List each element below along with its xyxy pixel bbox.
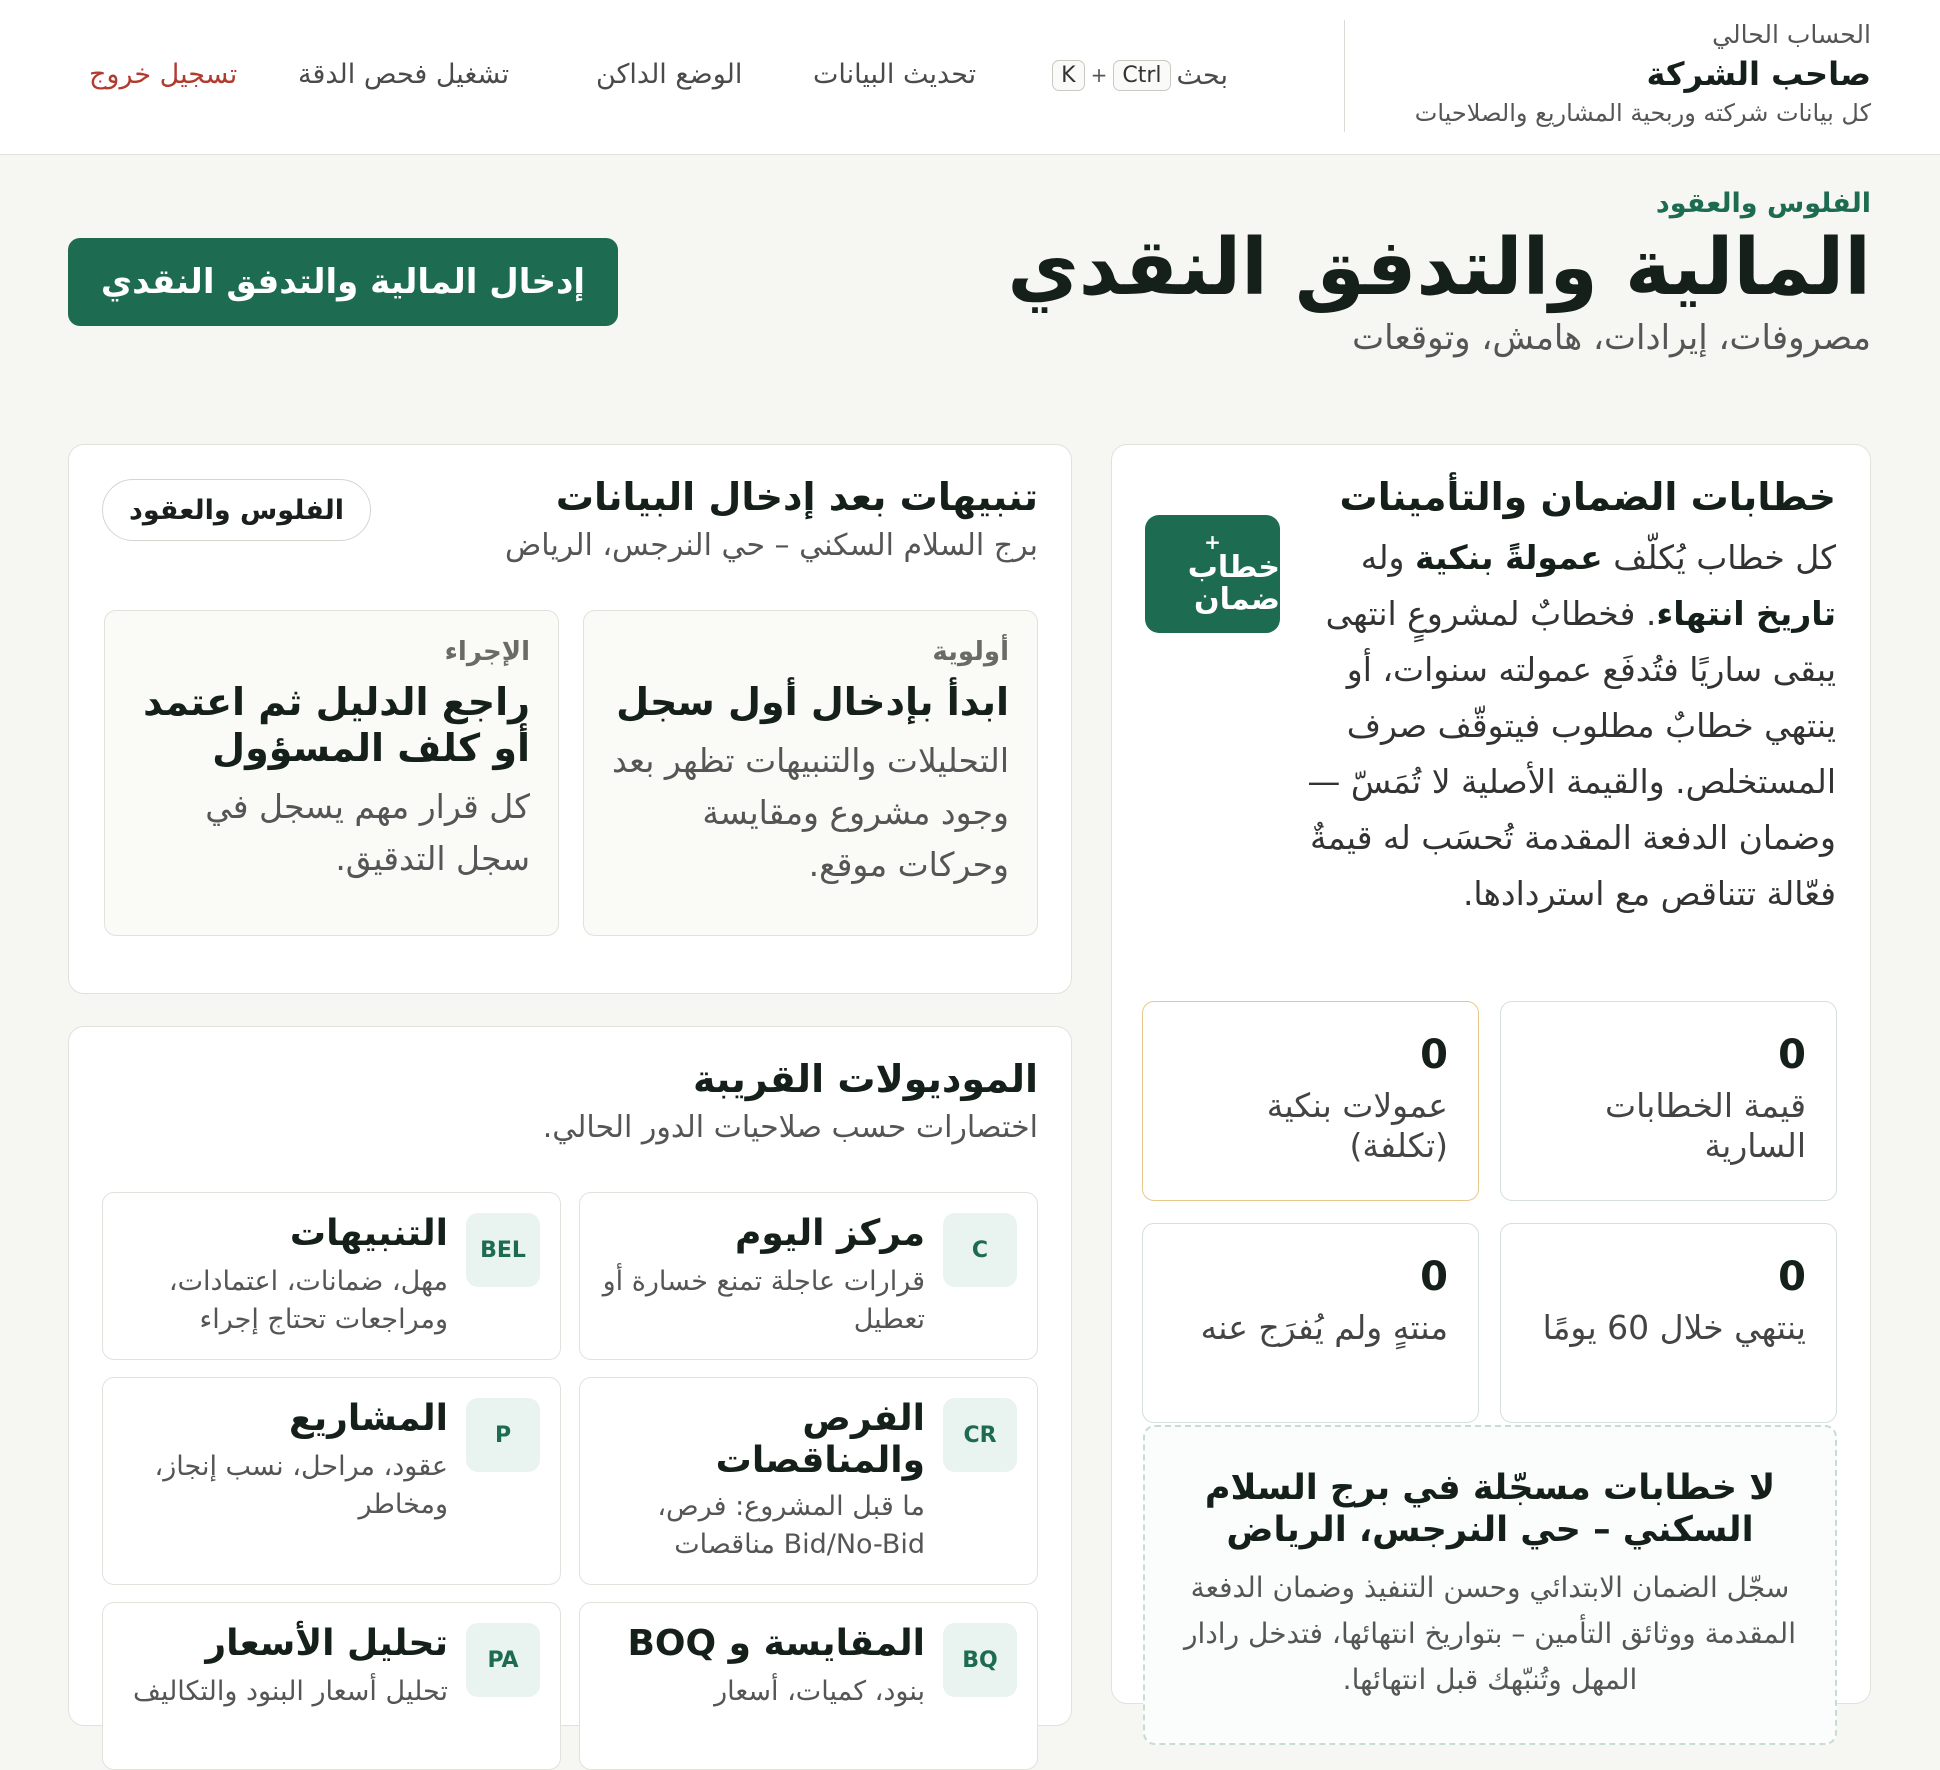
- section-eyebrow: الفلوس والعقود: [1655, 188, 1871, 219]
- section-chip[interactable]: الفلوس والعقود: [102, 479, 371, 541]
- shortcut-plus: +: [1090, 63, 1108, 87]
- account-description: كل بيانات شركته وربحية المشاريع والصلاحيات: [1414, 99, 1871, 127]
- dark-mode-button[interactable]: الوضع الداكن: [596, 59, 743, 90]
- stat-label: عمولات بنكية (تكلفة): [1266, 1086, 1448, 1165]
- module-today-center[interactable]: [579, 1192, 1038, 1360]
- alert-heading: ابدأ بإدخال أول سجل: [616, 680, 1009, 724]
- nearby-modules-card: [68, 1026, 1072, 1726]
- module-opportunities[interactable]: [579, 1377, 1038, 1585]
- alert-action-box: [104, 610, 559, 936]
- module-badge: CR: [943, 1398, 1017, 1472]
- stat-value: 0: [1778, 1254, 1806, 1300]
- logout-button[interactable]: تسجيل خروج: [89, 59, 238, 90]
- alert-description: التحليلات والتنبيهات تظهر بعد وجود مشروع ومقايسة وحركات موقع.: [611, 741, 1009, 884]
- module-title: المقايسة و BOQ: [627, 1623, 925, 1664]
- module-description: مهل، ضمانات، اعتمادات، ومراجعات تحتاج إجراء: [168, 1266, 448, 1335]
- stat-bank-commissions: [1142, 1001, 1479, 1201]
- alerts-subtitle: برج السلام السكني – حي النرجس، الرياض: [505, 528, 1038, 563]
- search-button[interactable]: [1038, 52, 1228, 98]
- refresh-data-button[interactable]: تحديث البيانات: [813, 59, 977, 90]
- search-label: بحث: [1176, 59, 1228, 91]
- modules-title: الموديولات القريبة: [692, 1057, 1038, 1101]
- module-badge: BQ: [943, 1623, 1017, 1697]
- alert-description: كل قرار مهم يسجل في سجل التدقيق.: [205, 787, 530, 878]
- stat-expiring-60-days: [1500, 1223, 1837, 1423]
- alert-kicker: أولوية: [932, 637, 1009, 667]
- module-description: تحليل أسعار البنود والتكاليف: [132, 1676, 448, 1707]
- modules-subtitle: اختصارات حسب صلاحيات الدور الحالي.: [542, 1110, 1038, 1145]
- run-accuracy-check-button[interactable]: تشغيل فحص الدقة: [298, 59, 510, 90]
- account-label: الحساب الحالي: [1712, 20, 1871, 49]
- alerts-card: [68, 444, 1072, 994]
- alert-heading: راجع الدليل ثم اعتمد أو كلف المسؤول: [143, 680, 530, 770]
- stat-label: ينتهي خلال 60 يومًا: [1542, 1308, 1806, 1347]
- stat-expired-not-released: [1142, 1223, 1479, 1423]
- module-alerts[interactable]: [102, 1192, 561, 1360]
- add-guarantee-label: خطاب ضمان: [1187, 550, 1280, 617]
- alerts-title: تنبيهات بعد إدخال البيانات: [555, 475, 1038, 519]
- module-badge: BEL: [466, 1213, 540, 1287]
- account-info: [1271, 18, 1871, 130]
- stat-value: 0: [1778, 1032, 1806, 1078]
- module-title: المشاريع: [289, 1398, 448, 1439]
- module-badge: C: [943, 1213, 1017, 1287]
- stat-active-value: [1500, 1001, 1837, 1201]
- top-bar: [0, 0, 1940, 155]
- guarantees-explanation: كل خطاب يُكلّف عمولةً بنكية وله تاريخ انتهاء. فخطابٌ لمشروعٍ انتهى يبقى ساريًا فتُدفَع عمولته سنوات، أو ينتهي خطابٌ مطلوب فيتوقّف صرف المستخلص. والقيمة الأصلية لا تُمَسّ — وضمان الدفعة المقدمة تُحسَب له قيمةٌ فعّالة تتناقص مع استردادها.: [1307, 538, 1836, 913]
- module-badge: PA: [466, 1623, 540, 1697]
- alert-priority-box: [583, 610, 1038, 936]
- module-title: الفرص والمناقصات: [715, 1398, 925, 1481]
- module-description: ما قبل المشروع: فرص، Bid/No-Bid مناقصات: [657, 1491, 925, 1560]
- alert-kicker: الإجراء: [444, 637, 530, 667]
- account-name: صاحب الشركة: [1646, 55, 1871, 93]
- stat-label: منتهٍ ولم يُفرَج عنه: [1200, 1308, 1448, 1347]
- stat-value: 0: [1420, 1032, 1448, 1078]
- page-title: المالية والتدفق النقدي: [1007, 223, 1871, 313]
- empty-state-title: لا خطابات مسجّلة في برج السلام السكني – حي النرجس، الرياض: [1204, 1468, 1776, 1550]
- module-badge: P: [466, 1398, 540, 1472]
- stat-label: قيمة الخطابات السارية: [1605, 1086, 1806, 1165]
- enter-finance-button[interactable]: إدخال المالية والتدفق النقدي: [68, 238, 618, 326]
- shortcut-key-k: K: [1052, 60, 1084, 91]
- stat-value: 0: [1420, 1254, 1448, 1300]
- guarantees-card: [1111, 444, 1871, 1704]
- module-description: قرارات عاجلة تمنع خسارة أو تعطيل: [602, 1266, 925, 1335]
- module-boq[interactable]: [579, 1602, 1038, 1770]
- module-title: تحليل الأسعار: [205, 1623, 448, 1664]
- add-guarantee-button[interactable]: [1145, 515, 1280, 633]
- module-title: التنبيهات: [289, 1213, 448, 1254]
- module-price-analysis[interactable]: [102, 1602, 561, 1770]
- shortcut-key-ctrl: Ctrl: [1113, 60, 1170, 91]
- guarantees-title: خطابات الضمان والتأمينات: [1339, 475, 1836, 519]
- module-projects[interactable]: [102, 1377, 561, 1585]
- empty-state-description: سجّل الضمان الابتدائي وحسن التنفيذ وضمان الدفعة المقدمة ووثائق التأمين – بتواريخ انتهائها، فتدخل رادار المهل وتُنبّهك قبل انتهائها.: [1184, 1571, 1796, 1696]
- plus-icon: +: [1204, 530, 1221, 554]
- divider: [1344, 20, 1345, 132]
- module-title: مركز اليوم: [734, 1213, 925, 1254]
- page-subtitle: مصروفات، إيرادات، هامش، وتوقعات: [1352, 318, 1871, 358]
- module-description: عقود، مراحل، نسب إنجاز، ومخاطر: [154, 1451, 448, 1520]
- empty-state: [1143, 1425, 1837, 1745]
- module-description: بنود، كميات، أسعار: [714, 1676, 925, 1707]
